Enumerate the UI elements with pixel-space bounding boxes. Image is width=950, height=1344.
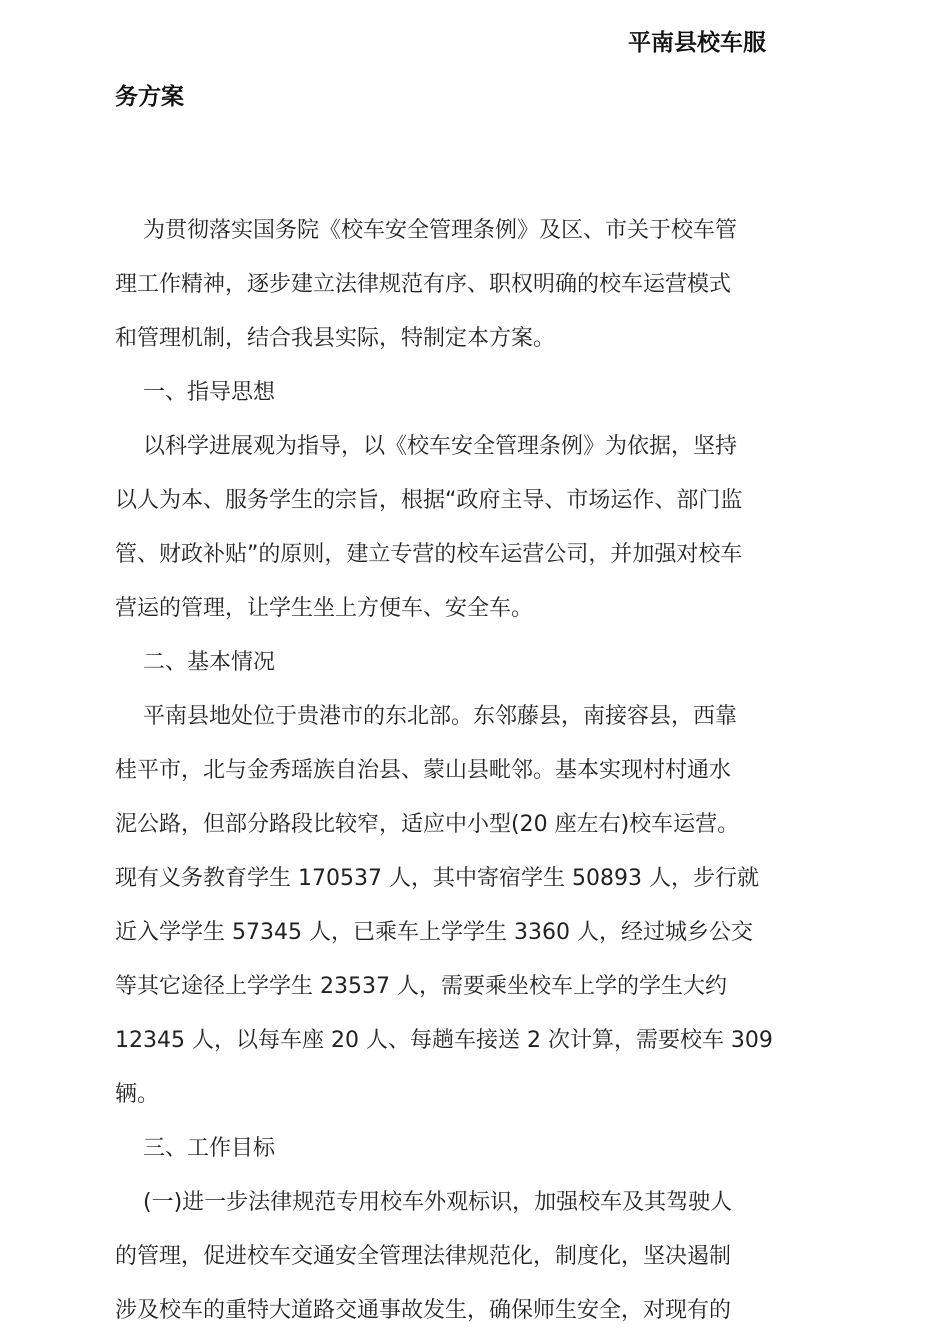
section-heading: 二、基本情况	[143, 650, 276, 675]
paragraph-line: 以科学进展观为指导，以《校车安全管理条例》为依据，坚持	[143, 434, 738, 459]
section-heading: 一、指导思想	[143, 380, 276, 405]
paragraph-line: 营运的管理，让学生坐上方便车、安全车。	[115, 596, 534, 621]
paragraph-line: (一)进一步法律规范专用校车外观标识，加强校车及其驾驶人	[143, 1190, 733, 1215]
paragraph-line: 和管理机制，结合我县实际，特制定本方案。	[115, 326, 556, 351]
paragraph-line: 现有义务教育学生 170537 人，其中寄宿学生 50893 人，步行就	[115, 866, 759, 891]
paragraph-line: 理工作精神，逐步建立法律规范有序、职权明确的校车运营模式	[115, 272, 732, 297]
paragraph-line: 管、财政补贴”的原则，建立专营的校车运营公司，并加强对校车	[115, 542, 743, 567]
paragraph-line: 涉及校车的重特大道路交通事故发生，确保师生安全，对现有的	[115, 1298, 732, 1323]
paragraph-line: 为贯彻落实国务院《校车安全管理条例》及区、市关于校车管	[143, 218, 738, 243]
paragraph-line: 近入学学生 57345 人，已乘车上学学生 3360 人，经过城乡公交	[115, 920, 753, 945]
paragraph-line: 12345 人，以每车座 20 人、每趟车接送 2 次计算，需要校车 309	[115, 1028, 773, 1053]
document-title-line-1: 平南县校车服	[628, 30, 766, 56]
paragraph-line: 泥公路，但部分路段比较窄，适应中小型(20 座左右)校车运营。	[115, 812, 740, 837]
section-heading: 三、工作目标	[143, 1136, 276, 1161]
paragraph-line: 等其它途径上学学生 23537 人，需要乘坐校车上学的学生大约	[115, 974, 727, 999]
document-title-line-2: 务方案	[115, 84, 184, 110]
paragraph-line: 平南县地处位于贵港市的东北部。东邻藤县，南接容县，西靠	[143, 704, 738, 729]
document-body	[115, 204, 775, 1338]
paragraph-line: 辆。	[115, 1082, 160, 1107]
paragraph-line: 以人为本、服务学生的宗旨，根据“政府主导、市场运作、部门监	[115, 488, 743, 513]
paragraph-line: 桂平市，北与金秀瑶族自治县、蒙山县毗邻。基本实现村村通水	[115, 758, 732, 783]
paragraph-line: 的管理，促进校车交通安全管理法律规范化，制度化，坚决遏制	[115, 1244, 732, 1269]
